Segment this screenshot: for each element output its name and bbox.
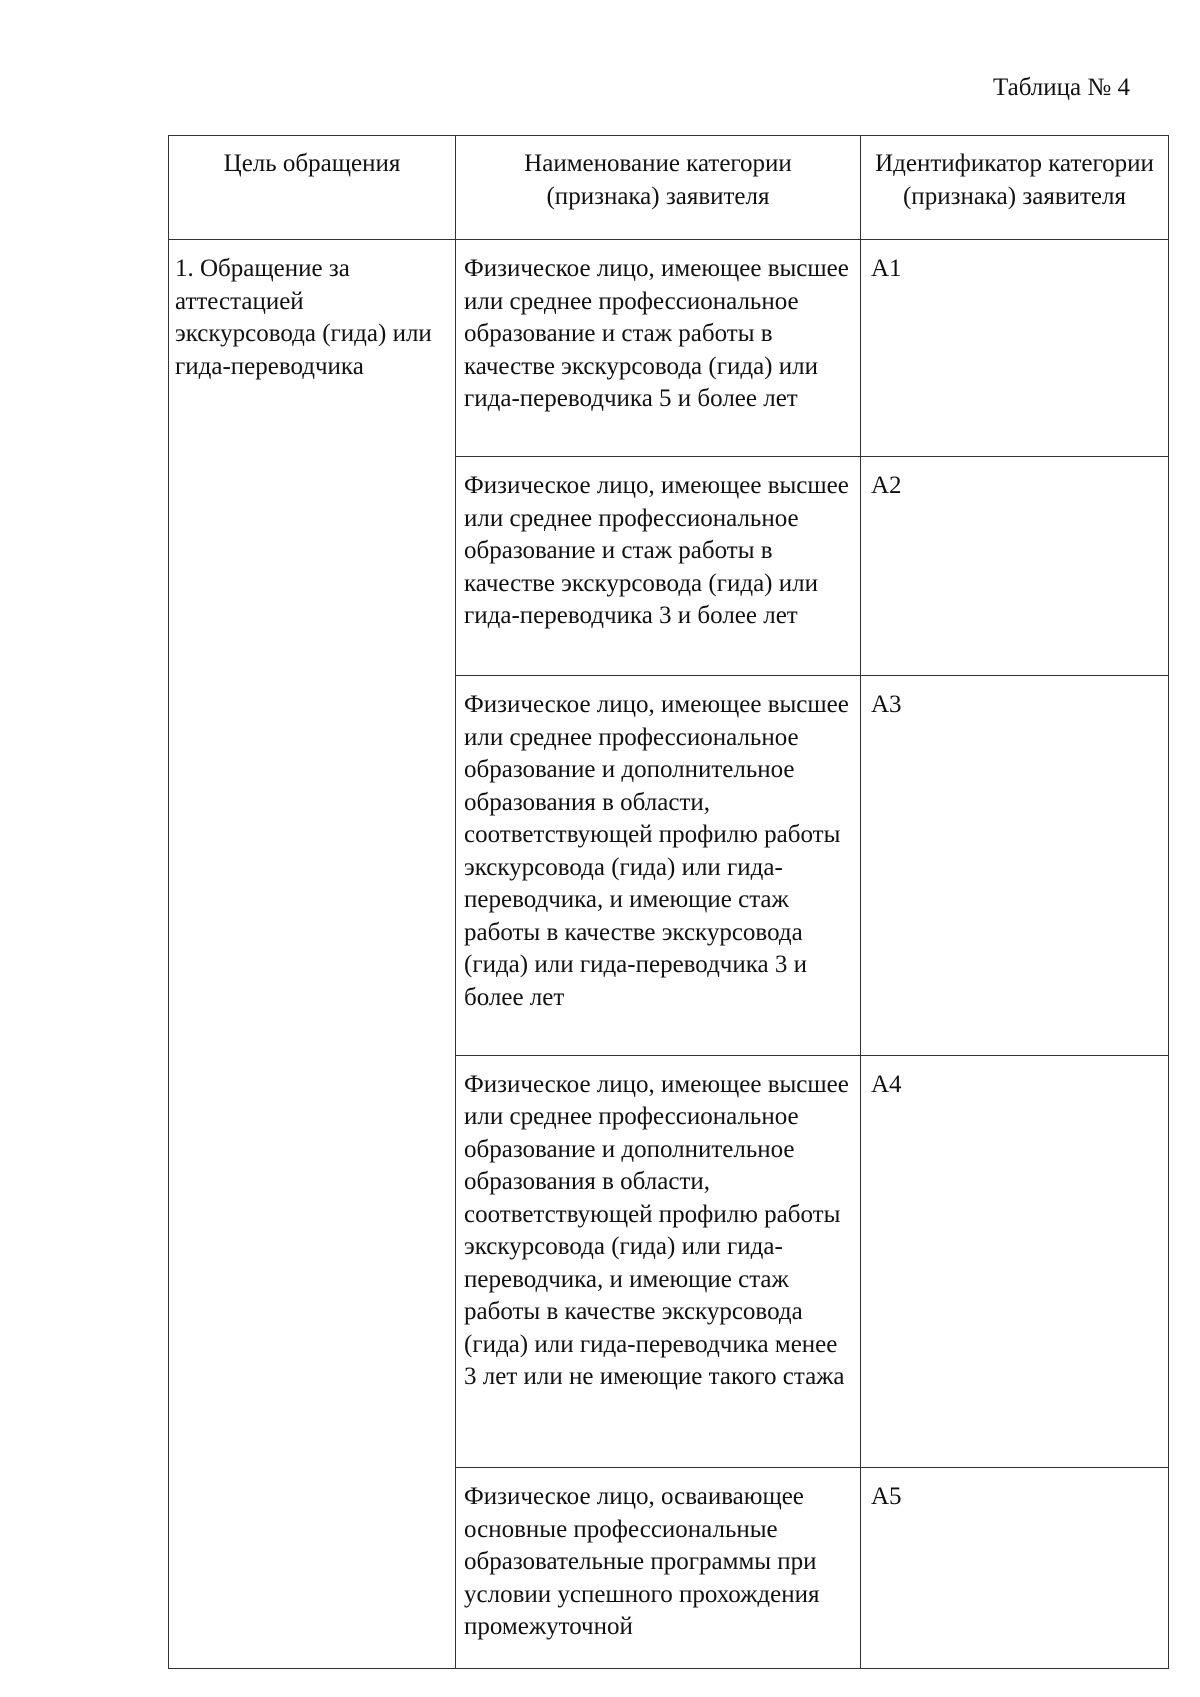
category-id-cell: А4: [861, 1055, 1169, 1467]
category-id-cell: А1: [861, 240, 1169, 457]
header-category-id: Идентификатор категории (признака) заявителя: [861, 136, 1169, 240]
applicant-category-table: [168, 135, 1169, 1669]
table-row: [169, 240, 1169, 457]
header-purpose: Цель обращения: [169, 136, 456, 240]
purpose-cell: 1. Обращение за аттестацией экскурсовода (гида) или гида-переводчика: [169, 240, 456, 1669]
category-name-cell: Физическое лицо, имеющее высшее или среднее профессиональное образование и стаж работы в качестве экскурсовода (гида) или гида-переводчика 5 и более лет: [456, 240, 861, 457]
category-id-cell: А3: [861, 676, 1169, 1056]
category-name-cell: Физическое лицо, осваивающее основные профессиональные образовательные программы при условии успешного прохождения промежуточной: [456, 1468, 861, 1669]
category-id-cell: А5: [861, 1468, 1169, 1669]
table-header-row: [169, 136, 1169, 240]
table-number-label: Таблица № 4: [992, 74, 1130, 101]
category-name-cell: Физическое лицо, имеющее высшее или среднее профессиональное образование и дополнительное образования в области, соответствующей профилю работы экскурсовода (гида) или гида-переводчика, и имеющие стаж работы в качестве экскурсовода (гида) или гида-переводчика менее 3 лет или не имеющие такого стажа: [456, 1055, 861, 1467]
header-category-name: Наименование категории (признака) заявителя: [456, 136, 861, 240]
category-name-cell: Физическое лицо, имеющее высшее или среднее профессиональное образование и стаж работы в качестве экскурсовода (гида) или гида-переводчика 3 и более лет: [456, 457, 861, 676]
category-name-cell: Физическое лицо, имеющее высшее или среднее профессиональное образование и дополнительное образования в области, соответствующей профилю работы экскурсовода (гида) или гида-переводчика, и имеющие стаж работы в качестве экскурсовода (гида) или гида-переводчика 3 и более лет: [456, 676, 861, 1056]
category-id-cell: А2: [861, 457, 1169, 676]
